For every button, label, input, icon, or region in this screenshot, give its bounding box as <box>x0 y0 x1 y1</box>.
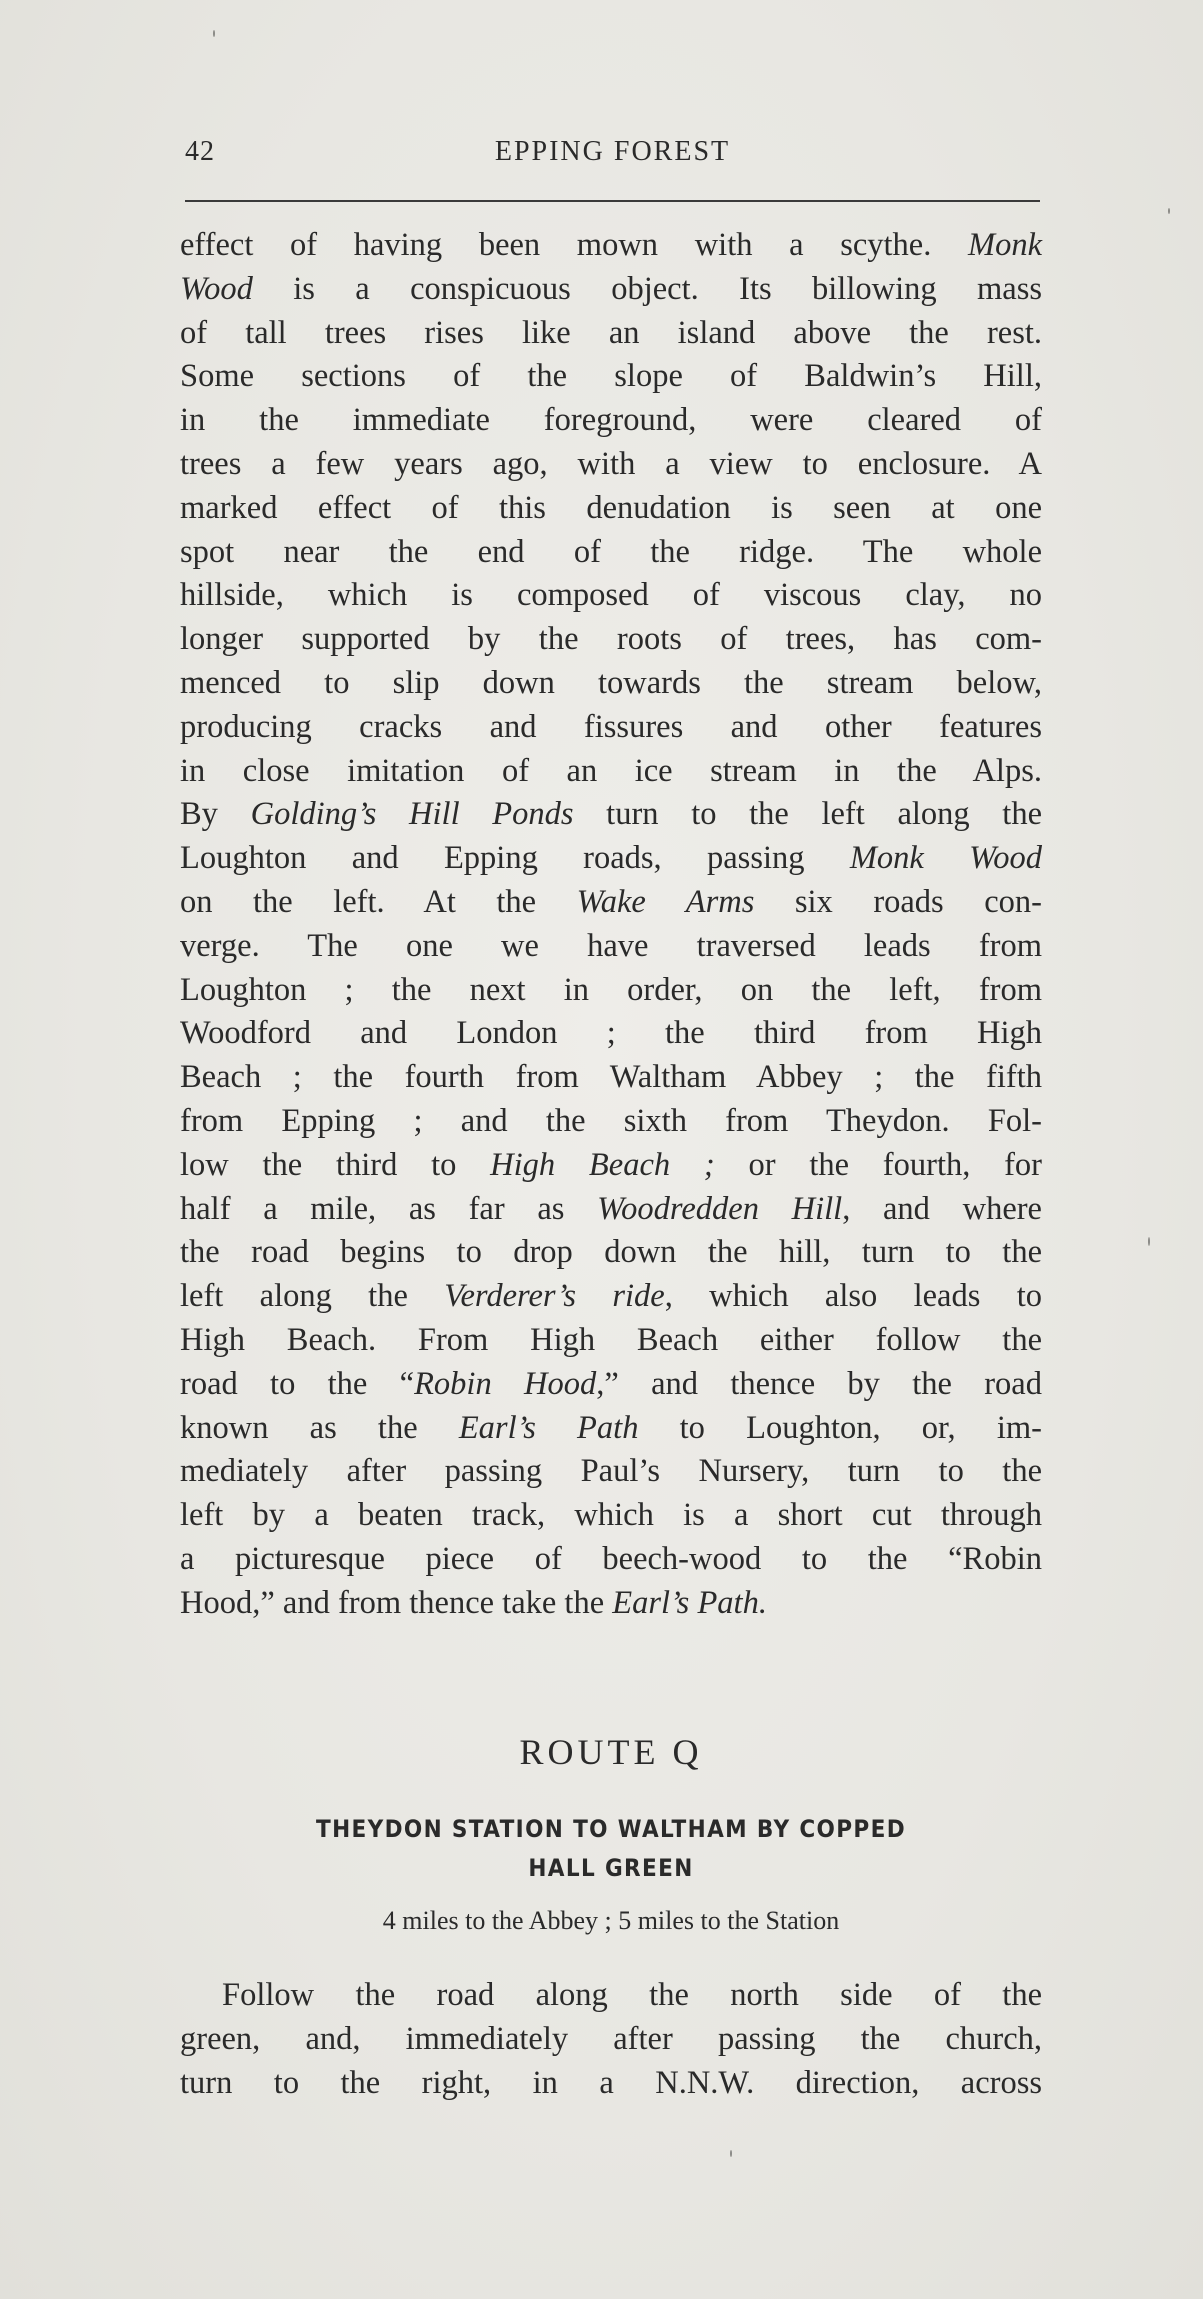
text-line <box>180 618 1042 662</box>
text-line <box>180 1363 1042 1407</box>
text-segment: to Loughton, or, im- <box>638 1409 1043 1446</box>
italic-text: Wake Arms <box>576 883 755 920</box>
italic-text: Golding’s Hill Ponds <box>250 796 574 833</box>
text-line <box>180 1974 1042 2018</box>
text-line <box>180 2062 1042 2106</box>
text-line <box>180 837 1042 881</box>
italic-text: Monk <box>968 227 1042 263</box>
text-segment: road to the “ <box>180 1365 415 1402</box>
text-line <box>180 750 1042 794</box>
text-segment: low the third to <box>180 1146 491 1183</box>
text-segment: a picturesque piece of beech-wood to the “Robin <box>180 1540 1042 1577</box>
route-title: ROUTE Q <box>519 1732 703 1772</box>
text-line <box>180 2018 1042 2062</box>
body-paragraph <box>180 224 1042 1626</box>
text-segment: Hood,” and from thence take the <box>180 1584 613 1621</box>
italic-text: Earl’s Path <box>458 1409 639 1446</box>
text-segment: producing cracks and fissures and other features <box>180 708 1042 745</box>
text-line <box>180 1144 1042 1188</box>
text-line <box>180 1275 1042 1319</box>
text-segment: , which also leads to <box>664 1278 1042 1315</box>
text-segment: Follow the road along the north side of the <box>222 1977 1042 2013</box>
text-line <box>180 487 1042 531</box>
text-line <box>180 574 1042 618</box>
paper-speck <box>1168 208 1170 214</box>
text-line <box>180 1538 1042 1582</box>
text-line <box>180 224 1042 268</box>
route-paragraph <box>180 1974 1042 2105</box>
text-segment: six roads con- <box>754 883 1042 920</box>
text-line <box>180 1231 1042 1275</box>
italic-text: Verderer’s ride <box>444 1278 665 1315</box>
text-segment: from Epping ; and the sixth from Theydon. Fol- <box>180 1102 1042 1139</box>
text-segment: left along the <box>180 1278 445 1315</box>
text-line <box>180 443 1042 487</box>
text-line <box>180 706 1042 750</box>
text-segment: Woodford and London ; the third from High <box>180 1015 1042 1052</box>
text-segment: marked effect of this denudation is seen at one <box>180 489 1042 526</box>
italic-text: Woodredden Hill <box>597 1190 843 1227</box>
text-segment: , and where <box>842 1190 1042 1227</box>
italic-text: Wood <box>180 270 253 307</box>
route-subtitle <box>223 1810 999 1888</box>
text-segment: half a mile, as far as <box>180 1190 598 1227</box>
text-segment: in close imitation of an ice stream in the Alps. <box>180 752 1042 789</box>
text-segment: or the fourth, for <box>714 1146 1043 1183</box>
paper-speck <box>213 30 215 37</box>
text-line <box>180 355 1042 399</box>
text-segment: turn to the right, in a N.N.W. direction, across <box>180 2064 1042 2101</box>
text-line <box>180 1100 1042 1144</box>
text-line <box>180 1012 1042 1056</box>
text-segment: known as the <box>180 1409 459 1446</box>
text-segment: menced to slip down towards the stream below, <box>180 664 1042 701</box>
text-line <box>180 1319 1042 1363</box>
text-line <box>180 268 1042 312</box>
italic-text: Robin Hood <box>414 1365 597 1402</box>
text-line <box>180 1188 1042 1232</box>
text-segment: is a conspicuous object. Its billowing mass <box>252 270 1042 307</box>
page-header <box>185 136 1040 186</box>
text-line <box>180 793 1042 837</box>
paper-speck <box>1148 1237 1150 1246</box>
text-segment: turn to the left along the <box>573 796 1043 833</box>
text-segment: trees a few years ago, with a view to enclosure. A <box>180 445 1042 482</box>
paper-speck <box>730 2150 732 2157</box>
text-line <box>180 1494 1042 1538</box>
text-segment: hillside, which is composed of viscous clay, no <box>180 577 1042 614</box>
text-segment: spot near the end of the ridge. The whole <box>180 533 1042 570</box>
italic-text: Monk Wood <box>849 840 1042 877</box>
text-line <box>180 881 1042 925</box>
text-line <box>180 925 1042 969</box>
text-segment: left by a beaten track, which is a short cut through <box>180 1497 1042 1534</box>
text-segment: on the left. At the <box>180 883 577 920</box>
route-distance: 4 miles to the Abbey ; 5 miles to the Station <box>382 1906 840 1935</box>
text-segment: Loughton and Epping roads, passing <box>180 840 850 877</box>
page-number: 42 <box>185 136 215 167</box>
italic-text: High Beach ; <box>490 1146 715 1183</box>
text-segment: longer supported by the roots of trees, has com- <box>180 621 1042 658</box>
text-segment: Beach ; the fourth from Waltham Abbey ; the fifth <box>180 1059 1042 1096</box>
text-line <box>180 399 1042 443</box>
text-line <box>180 312 1042 356</box>
running-head: EPPING FOREST <box>494 136 731 167</box>
text-line <box>180 1582 1042 1626</box>
text-segment: Loughton ; the next in order, on the left, from <box>180 971 1042 1008</box>
header-rule <box>185 200 1040 202</box>
text-segment: By <box>180 796 251 833</box>
text-segment: High Beach. From High Beach either follow the <box>180 1321 1042 1358</box>
text-line <box>180 1407 1042 1451</box>
text-segment: Some sections of the slope of Baldwin’s Hill, <box>180 358 1042 395</box>
text-segment: effect of having been mown with a scythe. <box>180 227 968 263</box>
text-segment: the road begins to drop down the hill, turn to the <box>180 1234 1042 1271</box>
text-line <box>180 531 1042 575</box>
route-subtitle-line: HALL GREEN <box>528 1854 694 1882</box>
text-segment: mediately after passing Paul’s Nursery, turn to the <box>180 1453 1042 1490</box>
text-line <box>180 1056 1042 1100</box>
route-subtitle-line: THEYDON STATION TO WALTHAM BY COPPED <box>315 1815 907 1843</box>
text-segment: ,” and thence by the road <box>596 1365 1042 1402</box>
text-segment: of tall trees rises like an island above the rest. <box>180 314 1042 351</box>
text-line <box>180 1450 1042 1494</box>
italic-text: Earl’s Path. <box>612 1584 767 1621</box>
text-line <box>180 662 1042 706</box>
text-segment: green, and, immediately after passing the church, <box>180 2020 1042 2057</box>
text-segment: in the immediate foreground, were cleared of <box>180 402 1042 439</box>
text-segment: verge. The one we have traversed leads from <box>180 927 1042 964</box>
text-line <box>180 969 1042 1013</box>
